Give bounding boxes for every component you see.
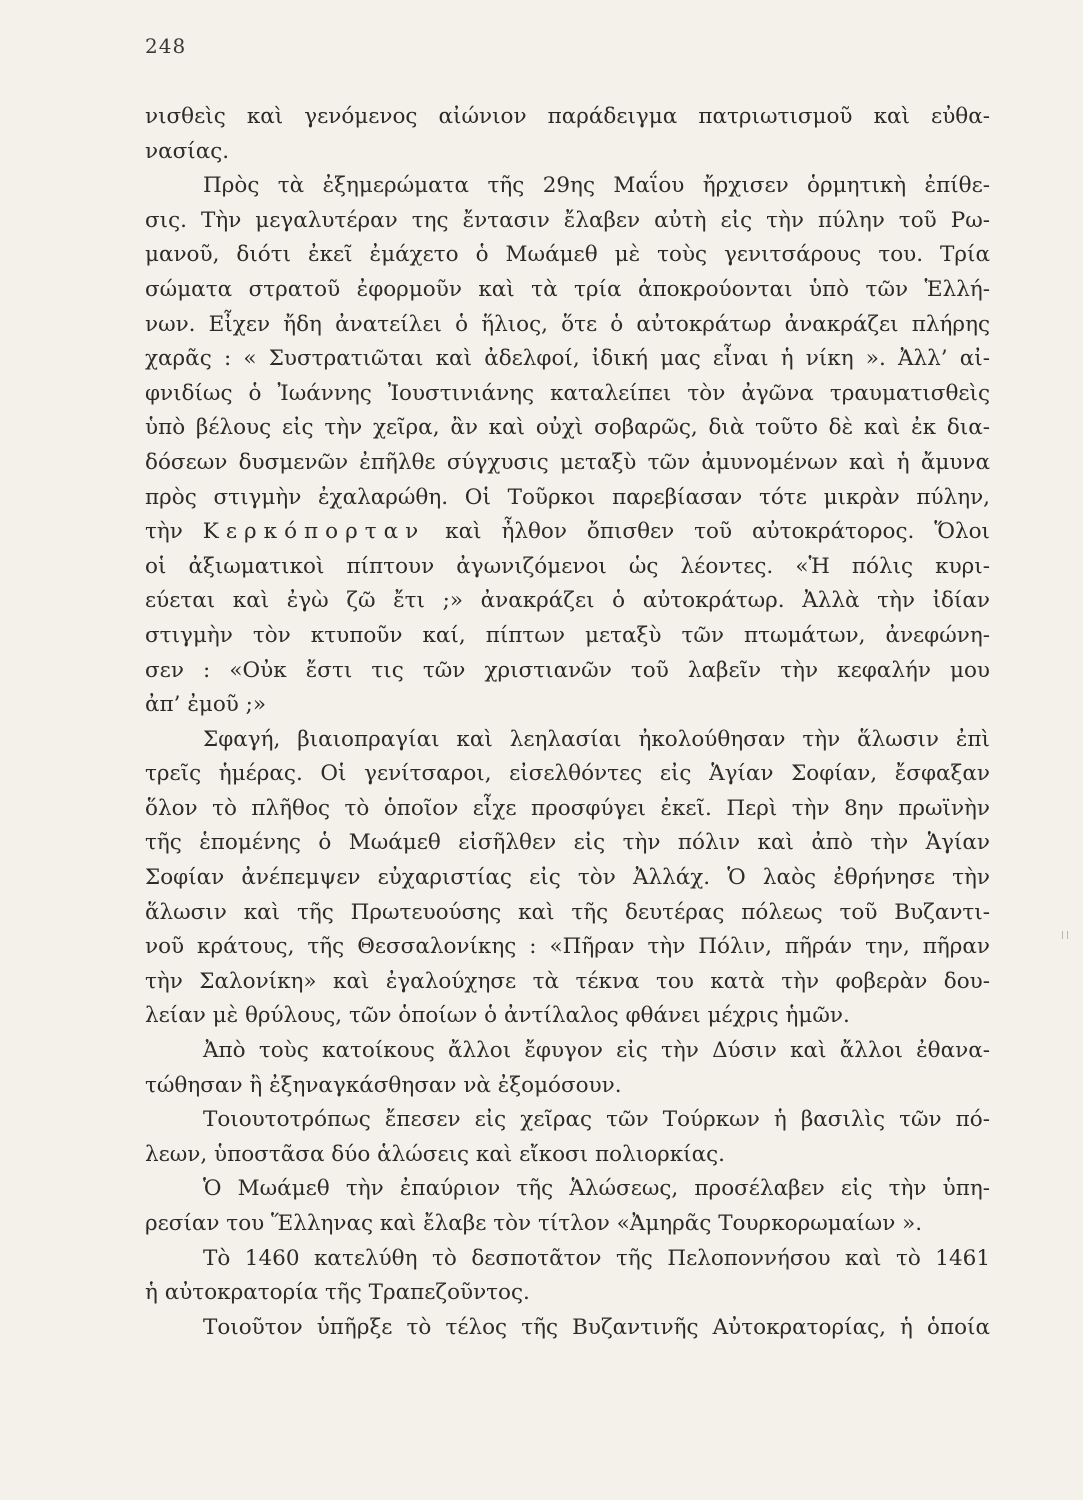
text-line: Σοφίαν ἀνέπεμψεν εὐχαριστίας εἰς τὸν Ἀλλάχ. Ὁ λαὸς ἐθρήνησε τὴν [145, 865, 990, 891]
text-line: πρὸς στιγμὴν ἐχαλαρώθη. Οἱ Τοῦρκοι παρεβίασαν τότε μικρὰν πύλην, [145, 484, 990, 510]
text-line: τὴν Σαλονίκη» καὶ ἐγαλούχησε τὰ τέκνα του κατὰ τὴν φοβερὰν δου- [145, 968, 990, 994]
text-line: δόσεων δυσμενῶν ἐπῆλθε σύγχυσις μεταξὺ τῶν ἀμυνομένων καὶ ἡ ἄμυνα [145, 449, 990, 475]
text-line: ἡ αὐτοκρατορία τῆς Τραπεζοῦντος. [145, 1280, 530, 1306]
text-line: οἱ ἀξιωματικοὶ πίπτουν ἀγωνιζόμενοι ὡς λέοντες. «Ἡ πόλις κυρι- [145, 553, 990, 579]
text-line: ἀπ’ ἐμοῦ ;» [145, 692, 267, 718]
body-text [145, 100, 990, 1345]
text-line: νοῦ κράτους, τῆς Θεσσαλονίκης : «Πῆραν τὴν Πόλιν, πῆράν την, πῆραν [145, 934, 990, 960]
text-line: νων. Εἶχεν ἤδη ἀνατείλει ὁ ἥλιος, ὅτε ὁ αὐτοκράτωρ ἀνακράζει πλήρης [145, 311, 990, 337]
text-line: Τὸ 1460 κατελύθη τὸ δεσποτᾶτον τῆς Πελοποννήσου καὶ τὸ 1461 [203, 1245, 990, 1271]
page-number: 248 [145, 34, 187, 58]
text-line: ἅλωσιν καὶ τῆς Πρωτευούσης καὶ τῆς δευτέρας πόλεως τοῦ Βυζαντι- [145, 899, 990, 925]
text-fragment: τὴν [145, 519, 203, 545]
text-line: χαρᾶς : « Συστρατιῶται καὶ ἀδελφοί, ἰδική μας εἶναι ἡ νίκη ». Ἀλλ’ αἰ- [145, 346, 990, 372]
text-line: Τοιουτοτρόπως ἔπεσεν εἰς χεῖρας τῶν Τούρκων ἡ βασιλὶς τῶν πό- [203, 1107, 990, 1133]
text-line: ρεσίαν του Ἕλληνας καὶ ἔλαβε τὸν τίτλον «Ἀμηρᾶς Τουρκορωμαίων ». [145, 1211, 923, 1236]
text-line: σις. Τὴν μεγαλυτέραν της ἔντασιν ἔλαβεν αὐτὴ εἰς τὴν πύλην τοῦ Ρω- [145, 207, 990, 233]
text-line: τώθησαν ἢ ἐξηναγκάσθησαν νὰ ἐξομόσουν. [145, 1072, 622, 1098]
text-line: σεν : «Οὐκ ἔστι τις τῶν χριστιανῶν τοῦ λαβεῖν τὴν κεφαλήν μου [145, 657, 990, 683]
text-line: νασίας. [145, 138, 230, 164]
text-line: εύεται καὶ ἐγὼ ζῶ ἔτι ;» ἀνακράζει ὁ αὐτοκράτωρ. Ἀλλὰ τὴν ἰδίαν [145, 588, 990, 614]
text-fragment: καὶ ἦλθον ὄπισθεν τοῦ αὐτοκράτορος. Ὅλοι [425, 519, 990, 545]
text-line: Σφαγή, βιαιοπραγίαι καὶ λεηλασίαι ἠκολούθησαν τὴν ἅλωσιν ἐπὶ [203, 726, 990, 752]
text-line-kerkoporta [145, 515, 990, 550]
text-line: λεων, ὑποστᾶσα δύο ἁλώσεις καὶ εἴκοσι πολιορκίας. [145, 1141, 725, 1167]
text-line: ὅλον τὸ πλῆθος τὸ ὁποῖον εἶχε προσφύγει ἐκεῖ. Περὶ τὴν 8ην πρωϊνὴν [145, 795, 990, 821]
spaced-name-kerkoporta: Κερκόπορταν [202, 519, 426, 545]
text-line: τῆς ἑπομένης ὁ Μωάμεθ εἰσῆλθεν εἰς τὴν πόλιν καὶ ἀπὸ τὴν Ἁγίαν [145, 830, 990, 856]
text-line: στιγμὴν τὸν κτυποῦν καί, πίπτων μεταξὺ τῶν πτωμάτων, ἀνεφώνη- [145, 622, 990, 648]
text-line: μανοῦ, διότι ἐκεῖ ἐμάχετο ὁ Μωάμεθ μὲ τοὺς γενιτσάρους του. Τρία [145, 242, 990, 268]
text-line: Πρὸς τὰ ἐξημερώματα τῆς 29ης Μαΐου ἤρχισεν ὁρμητικὴ ἐπίθε- [203, 173, 990, 199]
text-line: ὑπὸ βέλους εἰς τὴν χεῖρα, ἂν καὶ οὐχὶ σοβαρῶς, διὰ τοῦτο δὲ καὶ ἐκ δια- [145, 415, 990, 441]
text-line: τρεῖς ἡμέρας. Οἱ γενίτσαροι, εἰσελθόντες εἰς Ἁγίαν Σοφίαν, ἔσφαξαν [145, 761, 990, 787]
text-line: Τοιοῦτον ὑπῆρξε τὸ τέλος τῆς Βυζαντινῆς Αὐτοκρατορίας, ἡ ὁποία [203, 1314, 990, 1340]
text-line: λείαν μὲ θρύλους, τῶν ὁποίων ὁ ἀντίλαλος φθάνει μέχρις ἡμῶν. [145, 1003, 850, 1029]
text-line: νισθεὶς καὶ γενόμενος αἰώνιον παράδειγμα πατριωτισμοῦ καὶ εὐθα- [145, 104, 990, 129]
text-line: Ἀπὸ τοὺς κατοίκους ἄλλοι ἔφυγον εἰς τὴν Δύσιν καὶ ἄλλοι ἐθανα- [203, 1038, 990, 1064]
margin-mark [1062, 931, 1068, 939]
text-line: φνιδίως ὁ Ἰωάννης Ἰουστινιάνης καταλείπει τὸν ἀγῶνα τραυματισθεὶς [145, 380, 990, 406]
text-line: σώματα στρατοῦ ἐφορμοῦν καὶ τὰ τρία ἀποκρούονται ὑπὸ τῶν Ἑλλή- [145, 276, 990, 302]
text-line: Ὁ Μωάμεθ τὴν ἐπαύριον τῆς Ἁλώσεως, προσέλαβεν εἰς τὴν ὑπη- [203, 1176, 990, 1202]
